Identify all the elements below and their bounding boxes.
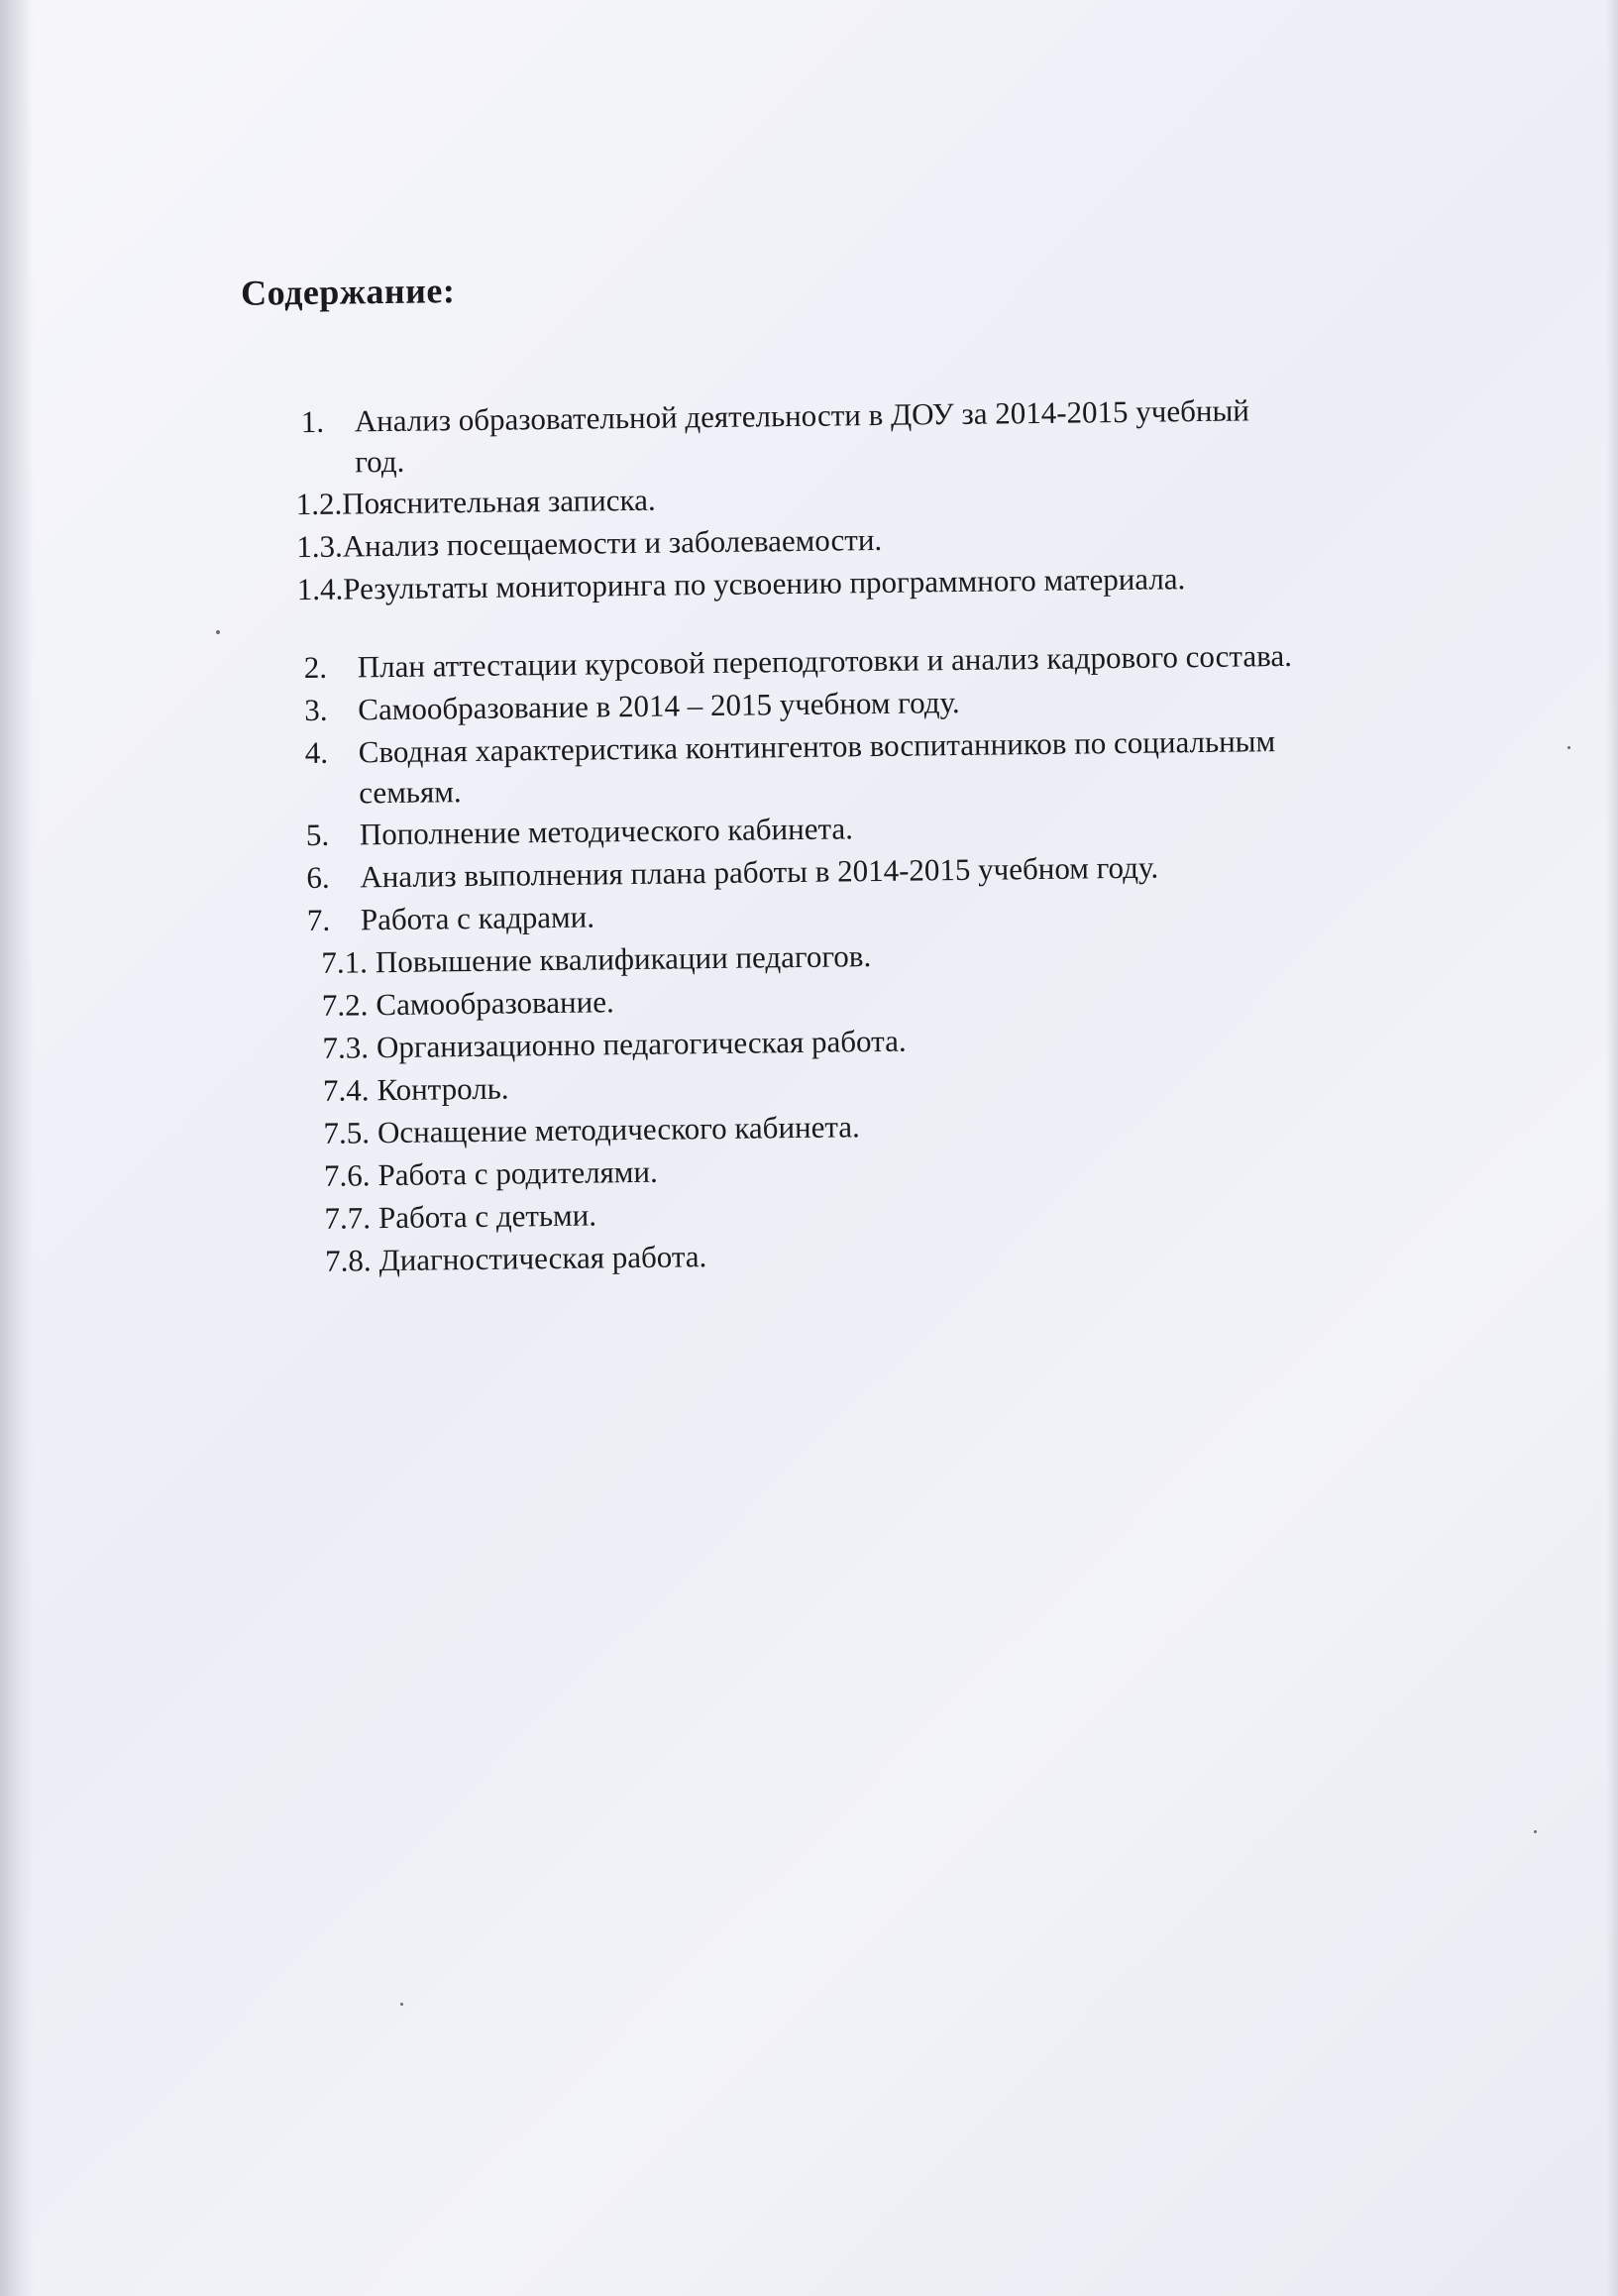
toc-item — [294, 385, 1544, 483]
toc-item-number: 7.6. — [323, 1157, 371, 1193]
toc-item-number: 1.2. — [295, 486, 343, 522]
toc-item-number: 1.3. — [296, 528, 343, 565]
toc-item-number: 4. — [304, 734, 329, 771]
toc-item-text: Анализ образовательной деятельности в ДОУ за 2014-2015 учебный — [354, 392, 1250, 439]
toc-item-number: 7.7. — [324, 1200, 372, 1236]
toc-item-number: 7.4. — [322, 1072, 370, 1108]
toc-item-text: Анализ посещаемости и заболеваемости. — [342, 521, 883, 564]
toc-item-text: Результаты мониторинга по усвоению программного материала. — [343, 561, 1186, 606]
table-of-contents — [294, 385, 1554, 1282]
toc-item-number: 6. — [306, 859, 330, 896]
toc-item-text: Пополнение методического кабинета. — [359, 811, 854, 852]
toc-item-number: 7.5. — [323, 1115, 371, 1150]
toc-item-number: 7.1. — [321, 944, 369, 980]
toc-item-text: План аттестации курсовой переподготовки и анализ кадрового состава. — [357, 637, 1293, 685]
toc-item-number: 3. — [304, 692, 328, 728]
toc-item-number: 7.2. — [321, 987, 369, 1023]
toc-item-text-continuation: семьям. — [359, 774, 462, 811]
toc-item-text: Диагностическая работа. — [378, 1239, 707, 1278]
toc-item-text: Работа с детьми. — [378, 1197, 597, 1236]
toc-item-text: Работа с родителями. — [378, 1153, 658, 1193]
toc-item-number: 1.4. — [296, 571, 344, 607]
toc-item-number: 2. — [303, 649, 328, 686]
toc-item-text: Самообразование. — [376, 984, 614, 1023]
toc-item-number: 7.8. — [324, 1243, 372, 1278]
document-title: Содержание: — [240, 271, 456, 313]
toc-item — [299, 716, 1549, 814]
toc-item-text-continuation: год. — [355, 443, 405, 480]
toc-item-text: Организационно педагогическая работа. — [376, 1023, 907, 1065]
toc-item-number: 1. — [300, 403, 325, 440]
toc-item-text: Самообразование в 2014 – 2015 учебном году. — [358, 684, 960, 727]
toc-item-text: Анализ выполнения плана работы в 2014-2015 учебном году. — [360, 849, 1159, 895]
toc-item-text: Пояснительная записка. — [342, 482, 656, 521]
toc-item-text: Повышение квалификации педагогов. — [375, 938, 872, 980]
toc-item-number: 5. — [305, 817, 330, 853]
toc-item-text: Работа с кадрами. — [360, 899, 595, 937]
toc-item-number: 7. — [306, 902, 331, 938]
toc-item-text: Сводная характеристика контингентов воспитанников по социальным — [358, 723, 1276, 770]
toc-item-text: Контроль. — [377, 1070, 509, 1108]
toc-item-text: Оснащение методического кабинета. — [377, 1109, 861, 1150]
toc-item-number: 7.3. — [322, 1030, 370, 1065]
